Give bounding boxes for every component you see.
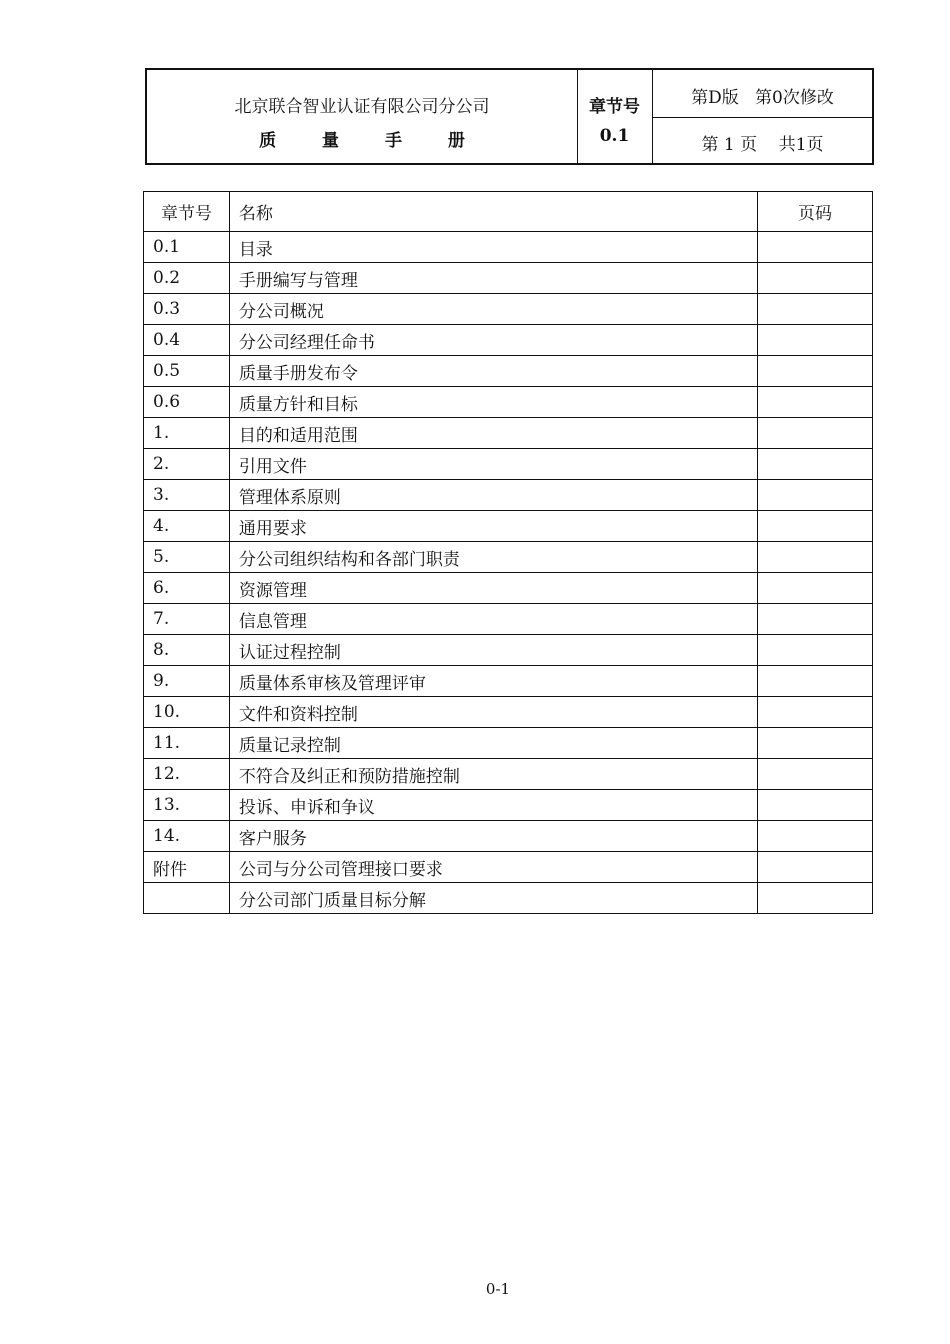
toc-section-name: 管理体系原则 xyxy=(229,480,757,511)
toc-page-number xyxy=(758,666,873,697)
manual-title: 质 量 手 册 xyxy=(259,131,485,151)
toc-section-name: 手册编写与管理 xyxy=(229,263,757,294)
toc-chapter-number: 附件 xyxy=(144,852,230,883)
page-number: 0-1 xyxy=(485,1280,511,1298)
toc-section-name: 质量体系审核及管理评审 xyxy=(229,666,757,697)
toc-page-number xyxy=(758,356,873,387)
toc-section-name: 分公司部门质量目标分解 xyxy=(229,883,757,914)
toc-page-number xyxy=(758,387,873,418)
toc-chapter-number: 7. xyxy=(144,604,230,635)
toc-page-number xyxy=(758,480,873,511)
column-header-name: 名称 xyxy=(229,192,757,232)
toc-chapter-number: 0.3 xyxy=(144,294,230,325)
table-row xyxy=(144,759,873,790)
toc-page-number xyxy=(758,263,873,294)
toc-section-name: 客户服务 xyxy=(229,821,757,852)
toc-chapter-number: 4. xyxy=(144,511,230,542)
table-row xyxy=(144,511,873,542)
toc-section-name: 投诉、申诉和争议 xyxy=(229,790,757,821)
toc-page-number xyxy=(758,542,873,573)
header-title-cell xyxy=(147,70,578,163)
table-row xyxy=(144,418,873,449)
toc-chapter-number: 8. xyxy=(144,635,230,666)
toc-chapter-number: 9. xyxy=(144,666,230,697)
toc-section-name: 质量手册发布令 xyxy=(229,356,757,387)
table-row xyxy=(144,790,873,821)
toc-section-name: 信息管理 xyxy=(229,604,757,635)
table-row xyxy=(144,325,873,356)
toc-section-name: 通用要求 xyxy=(229,511,757,542)
toc-page-number xyxy=(758,697,873,728)
chapter-label: 章节号 xyxy=(589,97,640,117)
table-row xyxy=(144,883,873,914)
table-row xyxy=(144,387,873,418)
toc-section-name: 不符合及纠正和预防措施控制 xyxy=(229,759,757,790)
toc-chapter-number: 0.2 xyxy=(144,263,230,294)
toc-chapter-number: 12. xyxy=(144,759,230,790)
toc-section-name: 分公司组织结构和各部门职责 xyxy=(229,542,757,573)
toc-section-name: 目录 xyxy=(229,232,757,263)
toc-chapter-number: 0.1 xyxy=(144,232,230,263)
toc-page-number xyxy=(758,449,873,480)
toc-page-number xyxy=(758,852,873,883)
table-row xyxy=(144,232,873,263)
company-name: 北京联合智业认证有限公司分公司 xyxy=(234,97,490,117)
toc-section-name: 文件和资料控制 xyxy=(229,697,757,728)
toc-page-number xyxy=(758,573,873,604)
toc-section-name: 认证过程控制 xyxy=(229,635,757,666)
toc-page-number xyxy=(758,511,873,542)
table-row xyxy=(144,728,873,759)
toc-section-name: 质量记录控制 xyxy=(229,728,757,759)
table-of-contents xyxy=(143,191,873,914)
toc-section-name: 引用文件 xyxy=(229,449,757,480)
toc-chapter-number: 2. xyxy=(144,449,230,480)
toc-chapter-number: 13. xyxy=(144,790,230,821)
table-row xyxy=(144,356,873,387)
toc-page-number xyxy=(758,790,873,821)
toc-section-name: 公司与分公司管理接口要求 xyxy=(229,852,757,883)
toc-page-number xyxy=(758,821,873,852)
toc-page-number xyxy=(758,604,873,635)
table-row xyxy=(144,294,873,325)
toc-chapter-number: 0.4 xyxy=(144,325,230,356)
table-row xyxy=(144,821,873,852)
toc-header-row xyxy=(144,192,873,232)
toc-section-name: 质量方针和目标 xyxy=(229,387,757,418)
version-row xyxy=(653,70,872,118)
toc-page-number xyxy=(758,325,873,356)
toc-section-name: 分公司经理任命书 xyxy=(229,325,757,356)
toc-section-name: 目的和适用范围 xyxy=(229,418,757,449)
table-row xyxy=(144,635,873,666)
column-header-chapter: 章节号 xyxy=(144,192,230,232)
toc-chapter-number: 10. xyxy=(144,697,230,728)
toc-page-number xyxy=(758,635,873,666)
pages-text: 第 1 页 共1页 xyxy=(701,135,824,155)
toc-chapter-number: 3. xyxy=(144,480,230,511)
version-text: 第D版 第0次修改 xyxy=(691,88,834,108)
toc-page-number xyxy=(758,294,873,325)
toc-chapter-number: 0.6 xyxy=(144,387,230,418)
header-chapter-cell xyxy=(577,70,653,163)
toc-chapter-number: 6. xyxy=(144,573,230,604)
toc-page-number xyxy=(758,883,873,914)
header-version-cell xyxy=(653,70,872,163)
column-header-page: 页码 xyxy=(758,192,873,232)
toc-chapter-number xyxy=(144,883,230,914)
toc-section-name: 分公司概况 xyxy=(229,294,757,325)
document-header xyxy=(145,68,874,165)
table-row xyxy=(144,573,873,604)
toc-chapter-number: 14. xyxy=(144,821,230,852)
pages-row xyxy=(653,118,872,163)
toc-page-number xyxy=(758,759,873,790)
table-row xyxy=(144,449,873,480)
table-row xyxy=(144,852,873,883)
toc-chapter-number: 0.5 xyxy=(144,356,230,387)
table-row xyxy=(144,263,873,294)
toc-chapter-number: 11. xyxy=(144,728,230,759)
toc-page-number xyxy=(758,232,873,263)
table-row xyxy=(144,604,873,635)
toc-chapter-number: 5. xyxy=(144,542,230,573)
table-row xyxy=(144,697,873,728)
toc-chapter-number: 1. xyxy=(144,418,230,449)
table-row xyxy=(144,542,873,573)
table-row xyxy=(144,666,873,697)
toc-section-name: 资源管理 xyxy=(229,573,757,604)
toc-page-number xyxy=(758,418,873,449)
table-row xyxy=(144,480,873,511)
chapter-value: 0.1 xyxy=(599,126,630,146)
toc-page-number xyxy=(758,728,873,759)
